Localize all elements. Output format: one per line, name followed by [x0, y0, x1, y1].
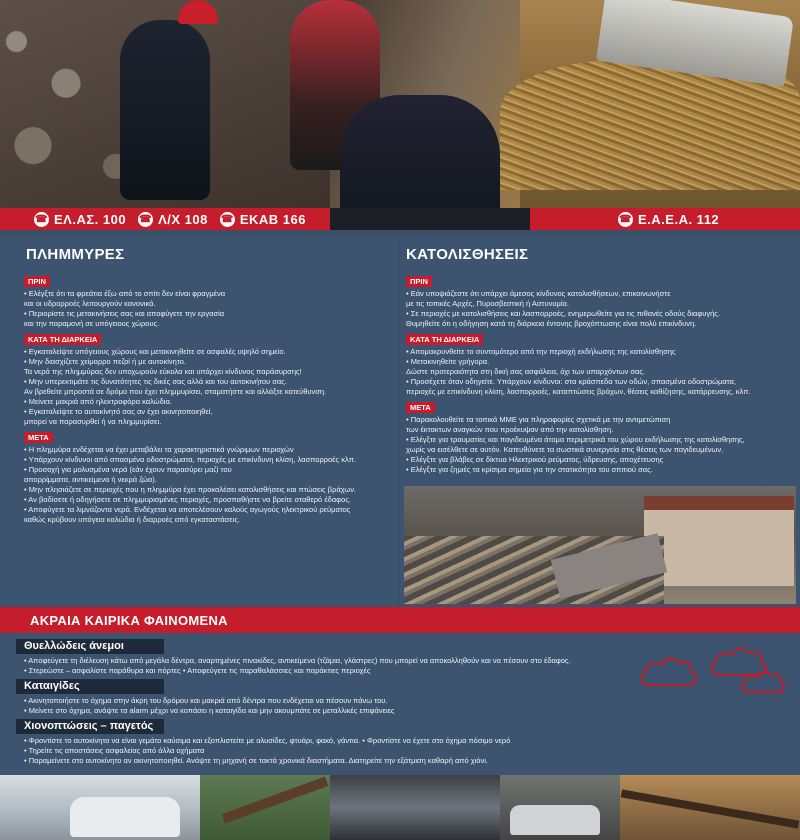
weather-photo-strip — [0, 775, 800, 840]
emergency-number: ☎ ΕΛ.ΑΣ. 100 — [35, 211, 127, 227]
text-line: • Μετακινηθείτε γρήγορα. — [406, 357, 490, 366]
text-line: • Εγκαταλείψτε το αυτοκίνητό σας αν έχει ακινητοποιηθεί, — [24, 407, 213, 416]
text-line: • Αποφύγετε τα λιμνάζοντα νερά. Ενδέχεται να αποτελέσουν καλούς αγωγούς ηλεκτρικού ρεύματος — [24, 505, 351, 514]
fallen-branch-image — [620, 775, 800, 840]
text-line: περιοχές με επικίνδυνη κλίση, λασπορροές, καταπτώσεις βράχων, θέσεις καθίζησης, κατάρρευσης, κλπ. — [406, 387, 751, 396]
text-line: • Περιορίστε τις μετακινήσεις σας και αποφύγετε την εργασία — [24, 309, 225, 318]
text-line: • Προσοχή για μολυσμένα νερά (εάν έχουν παρασύρει μαζί του — [24, 465, 232, 474]
collapsed-house-image — [404, 486, 796, 604]
during-tag: ΚΑΤΑ ΤΗ ΔΙΑΡΚΕΙΑ — [406, 334, 483, 345]
before-tag: ΠΡΙΝ — [24, 276, 50, 287]
text-line: Θυμηθείτε ότι η οδήγηση κατά τη διάρκεια έντονης βροχόπτωσης είναι πολύ επικίνδυνη. — [406, 319, 697, 328]
emergency-number: ☎ Λ/Χ 108 — [139, 211, 208, 227]
text-line: • Υπάρχουν κίνδυνοι από σπασμένα οδοστρώματα, περιοχές με επικίνδυνη κλίση, λασπορροές κλπ. — [24, 455, 356, 464]
branch-shape — [621, 789, 800, 828]
snow-subheader: Χιονοπτώσεις – παγετός — [16, 719, 164, 734]
text-line: με τις τοπικές Αρχές, Πυροσβεστική ή Αστυνομία. — [406, 299, 569, 308]
text-line: • Ελέγξτε ότι τα φρεάτια έξω από το σπίτι δεν είναι φραγμένα — [24, 289, 226, 298]
text-line: καθώς κρύβουν υπόγεια καλώδια ή διαρροές από εγκαταστάσεις. — [24, 515, 241, 524]
text-line: • Αν βαδίσετε ή οδηγήσετε σε πλημμυρισμένες περιοχές, προσπαθήστε να βρείτε σταθερό έδαφος. — [24, 495, 351, 504]
text-line: και οι υδρορροές λειτουργούν κανονικά. — [24, 299, 156, 308]
text-line: Τα νερά της πλημμύρας δεν υποχωρούν εύκολα και υπάρχει κίνδυνος παράσυρσης! — [24, 367, 302, 376]
text-line: • Ελέγξτε για ζημιές τα κρίσιμα σημεία για την στατικότητα του σπιτιού σας. — [406, 465, 653, 474]
text-line: • Μην πλησιάζετε σε περιοχές που η πλημμύρα έχει προκαλέσει κατολισθήσεις και πτώσεις βράχων. — [24, 485, 357, 494]
storm-sky-image — [330, 775, 500, 840]
section-title: ΚΑΤΟΛΙΣΘΗΣΕΙΣ — [406, 246, 529, 263]
text-line: Δώστε προτεραιότητα στη δική σας ασφάλεια, όχι των υπαρχόντων σας. — [406, 367, 646, 376]
text-line: απορρίμματα, αντικείμενα ή νεκρά ζώα). — [24, 475, 157, 484]
hero-photo-collage — [0, 0, 800, 208]
text-line: Αν βρεθείτε μπροστά σε δρόμο που έχει πλημμυρίσει, σταματήστε και αλλάξτε κατεύθυνση. — [24, 387, 327, 396]
text-line: • Αποφεύγετε τη διέλευση κάτω από μεγάλα δέντρα, αναρτημένες πινακίδες, αντικείμενα (τζάμια, γλάστρες) που μπορεί να αποκολληθούν και να πέσουν στο έδαφος. — [24, 656, 571, 665]
text-line: και την παραμονή σε υπόγειους χώρους. — [24, 319, 160, 328]
phone-icon: ☎ — [35, 213, 48, 225]
car-shape — [70, 797, 180, 837]
rescuer-figure — [120, 20, 210, 200]
text-line: • Μείνετε μακριά από ηλεκτροφόρα καλώδια. — [24, 397, 172, 406]
before-tag: ΠΡΙΝ — [406, 276, 432, 287]
damaged-car-image — [500, 775, 620, 840]
cloud-icon — [634, 643, 794, 703]
storms-subheader: Καταιγίδες — [16, 679, 164, 694]
after-tag: ΜΕΤΑ — [24, 432, 53, 443]
text-line: μπορεί να παρασυρθεί ή να πλημμυρίσει. — [24, 417, 162, 426]
text-line: • Εάν υποψιάζεστε ότι υπάρχει άμεσος κίνδυνος κατολισθήσεων, επικοινωνήστε — [406, 289, 671, 298]
text-line: • Εγκαταλείψτε υπόγειους χώρους και μετακινηθείτε σε ασφαλές υψηλό σημείο. — [24, 347, 286, 356]
text-line: • Παραμείνετε στο αυτοκίνητο αν ακινητοποιηθεί. Ανάψτε τη μηχανή σε τακτά χρονικά διαστήματα. Διατηρείτε την εξάτμιση καθαρή από χιόνι. — [24, 756, 488, 765]
text-line: • Σε περιοχές με κατολισθήσεις και λασπορροές, ενημερωθείτε για τις πιθανές οδούς διαφυγής. — [406, 309, 720, 318]
text-line: • Τηρείτε τις αποστάσεις ασφαλείας από άλλα οχήματα — [24, 746, 205, 755]
winds-subheader: Θυελλώδεις άνεμοι — [16, 639, 164, 654]
trunk-shape — [222, 776, 329, 823]
phone-icon: ☎ — [139, 213, 153, 225]
emergency-number: ☎ Ε.Α.Ε.Α. 112 — [619, 211, 720, 227]
text-line: • Απομακρυνθείτε το συντομότερο από την περιοχή εκδήλωσης της κατολίσθησης — [406, 347, 676, 356]
text-line: χωρίς να εισέλθετε σε αυτόν. Κατευθύνετε τα σωστικά συνεργεία στις θέσεις των παγιδευμένων. — [406, 445, 724, 454]
floods-section — [0, 236, 398, 606]
text-line: • Στερεώστε – ασφαλίστε παράθυρα και πόρτες • Αποφεύγετε τις παραθαλάσσιες και παράκτιες περιοχές — [24, 666, 371, 675]
section-title: ΠΛΗΜΜΥΡΕΣ — [26, 246, 125, 263]
snowy-car-image — [0, 775, 200, 840]
text-line: • Η πλημμύρα ενδέχεται να έχει μεταβάλει τα χαρακτηριστικά γνώριμων περιοχών — [24, 445, 294, 454]
phone-icon: ☎ — [220, 213, 234, 225]
text-line: • Προσέχετε όταν οδηγείτε. Υπάρχουν κίνδυνοι: στα κράσπεδα των οδών, σπασμένα οδοστρώματα, — [406, 377, 736, 386]
text-line: • Μείνετε στο όχημα, ανάψτε τα alarm μέχρι να κοπάσει η καταιγίδα και μην ακουμπάτε σε μεταλλικές επιφάνειες — [24, 706, 395, 715]
text-line: • Μην υπερεκτιμάτε τις δυνατότητες τις δικές σας αλλά και του αυτοκινήτου σας. — [24, 377, 287, 386]
text-line: των έκτακτων αναγκών που προέκυψαν από την κατολίσθηση. — [406, 425, 614, 434]
weather-title-bar — [0, 607, 800, 633]
car-shape — [510, 805, 600, 835]
fallen-tree-image — [200, 775, 330, 840]
text-line: • Ακινητοποιήστε το όχημα στην άκρη του δρόμου και μακριά από δέντρα που ενδέχεται να πέσουν πάνω του. — [24, 696, 388, 705]
text-line: • Παρακολουθείτε τα τοπικά ΜΜΕ για πληροφορίες σχετικά με την αντιμετώπιση — [406, 415, 671, 424]
text-line: • Ελέγξτε για τραυματίες και παγιδευμένα άτομα περιμετρικά του χώρου εκδήλωσης της κατολίσθησης, — [406, 435, 745, 444]
emergency-numbers-bar — [0, 208, 800, 230]
text-line: • Μην διασχίζετε χείμαρρο πεζοί ή με αυτοκίνητο. — [24, 357, 186, 366]
emergency-number: ☎ ΕΚΑΒ 166 — [220, 211, 306, 227]
house-shape — [644, 496, 794, 586]
during-tag: ΚΑΤΑ ΤΗ ΔΙΑΡΚΕΙΑ — [24, 334, 101, 345]
section-title: ΑΚΡΑΙΑ ΚΑΙΡΙΚΑ ΦΑΙΝΟΜΕΝΑ — [30, 613, 228, 628]
photo-overlap — [330, 208, 530, 230]
after-tag: ΜΕΤΑ — [406, 402, 435, 413]
phone-icon: ☎ — [619, 213, 632, 225]
rescuer-figure — [340, 95, 500, 208]
text-line: • Ελέγξτε για βλάβες σε δίκτυα Ηλεκτρικού ρεύματος, ύδρευσης, αποχέτευσης — [406, 455, 664, 464]
text-line: • Φροντίστε το αυτοκίνητο να είναι γεμάτο καύσιμα και εξοπλιστείτε με αλυσίδες, φτυάρι, φακό, γάντια. • Φροντίστε να έχετε στο όχημα πόσιμο νερό — [24, 736, 511, 745]
weather-section — [0, 633, 800, 775]
